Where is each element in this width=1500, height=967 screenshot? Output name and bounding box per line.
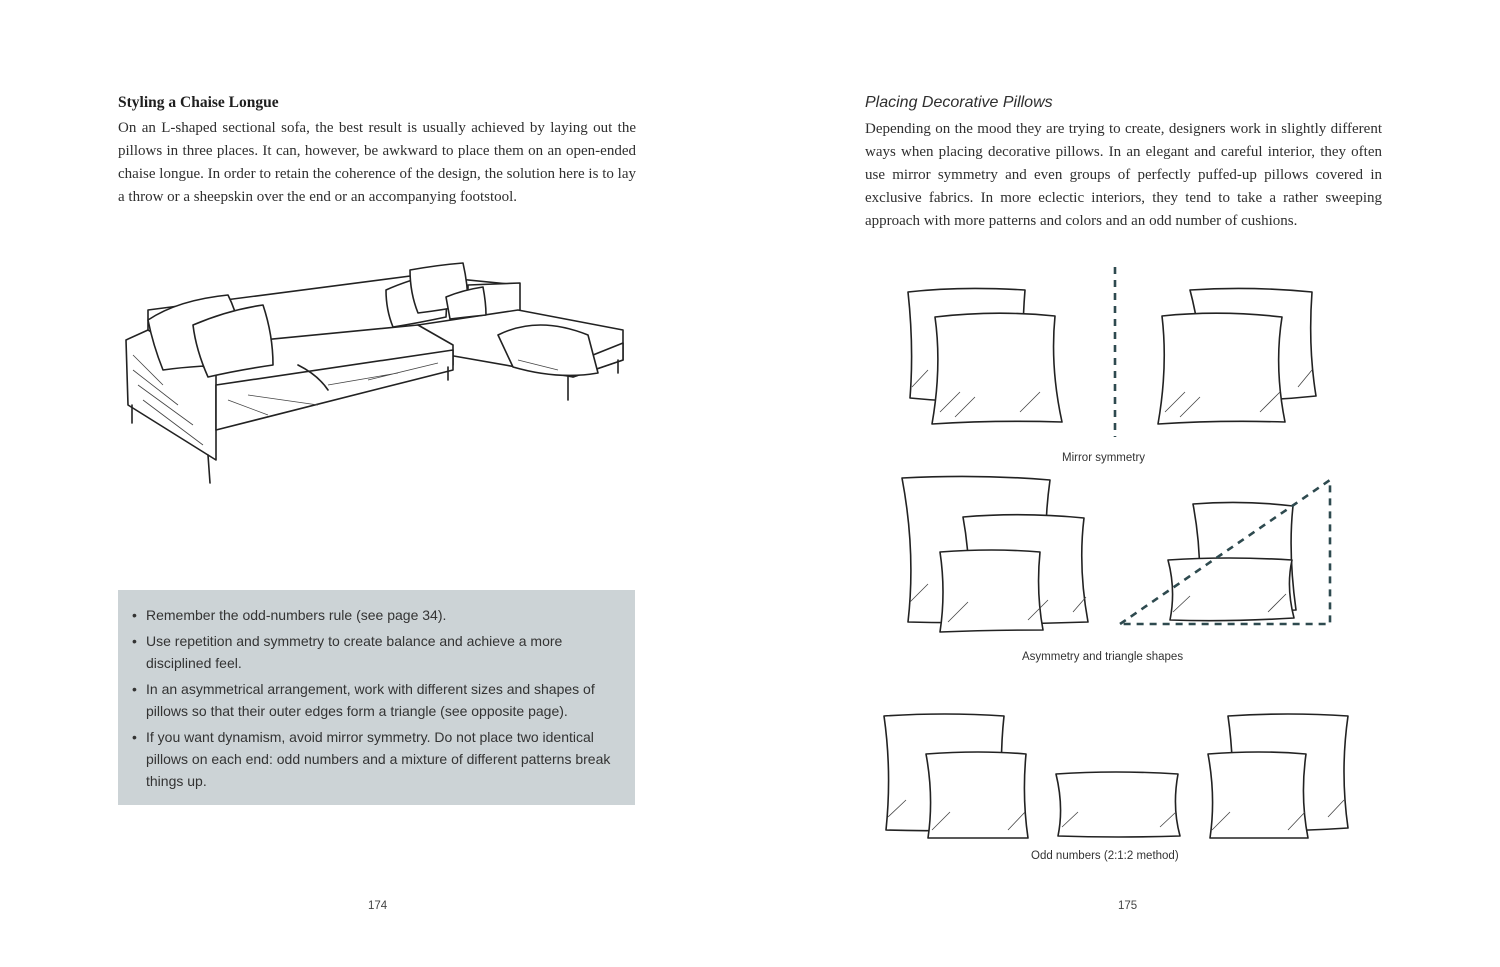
tip-item: • In an asymmetrical arrangement, work with different sizes and shapes of pillows so that their outer edges form a triangle (see opposite page). (146, 678, 617, 722)
section-heading: Placing Decorative Pillows (865, 94, 1053, 111)
tips-box (118, 590, 635, 805)
body-paragraph: Depending on the mood they are trying to create, designers work in slightly different ways when placing decorative pillows. In an elegant and careful interior, they often use mirror symmetry and even groups of perfectly puffed-up pillows covered in exclusive fabrics. In more eclectic interiors, they tend to take a rather sweeping approach with more patterns and colors and an odd number of cushions. (865, 121, 1382, 229)
section-heading: Styling a Chaise Longue (118, 94, 279, 111)
tips-list (132, 604, 617, 792)
caption-odd-numbers: Odd numbers (2:1:2 method) (1031, 850, 1179, 862)
page-number: 174 (368, 900, 388, 912)
mirror-symmetry-diagram (900, 262, 1330, 442)
sectional-sofa-illustration (118, 255, 638, 495)
bullet-icon: • (132, 607, 137, 623)
right-page (750, 0, 1500, 967)
page-number: 175 (1118, 900, 1138, 912)
odd-numbers-diagram (880, 712, 1350, 842)
bullet-icon: • (132, 729, 137, 745)
bullet-icon: • (132, 681, 137, 697)
tip-item: • Use repetition and symmetry to create balance and achieve a more disciplined feel. (146, 630, 617, 674)
caption-asymmetry: Asymmetry and triangle shapes (1022, 651, 1184, 663)
bullet-icon: • (132, 633, 137, 649)
tip-item: • Remember the odd-numbers rule (see page 34). (146, 604, 617, 626)
tip-item: • If you want dynamism, avoid mirror symmetry. Do not place two identical pillows on each end: odd numbers and a mixture of different patterns break things up. (146, 726, 617, 792)
caption-mirror-symmetry: Mirror symmetry (1062, 452, 1146, 464)
asymmetry-triangle-diagram (898, 472, 1338, 637)
body-paragraph: On an L-shaped sectional sofa, the best result is usually achieved by laying out the pillows in three places. It can, however, be awkward to place them on an open-ended chaise longue. In order to retain the coherence of the design, the solution here is to lay a throw or a sheepskin over the end or an accompanying footstool. (118, 120, 636, 205)
